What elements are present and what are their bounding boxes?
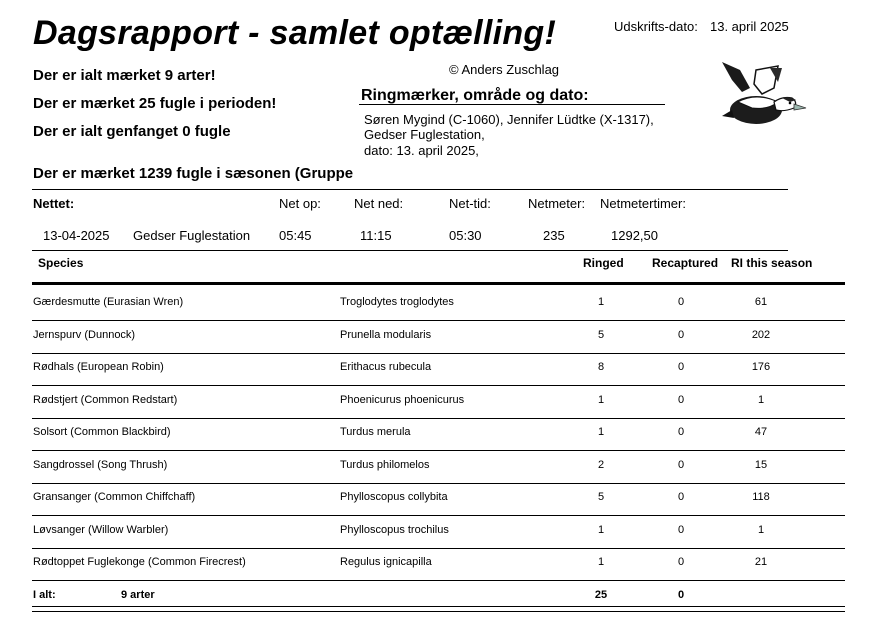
season-total-line: Der er mærket 1239 fugle i sæsonen (Gruppe xyxy=(33,165,354,182)
recaptured-count: 0 xyxy=(677,458,685,471)
recaptured-count: 0 xyxy=(677,491,685,503)
species-latin: Phylloscopus trochilus xyxy=(340,523,449,536)
recaptured-count: 0 xyxy=(677,426,685,438)
species-latin: Turdus philomelos xyxy=(340,458,430,471)
total-ringed: 25 xyxy=(594,588,608,601)
ringed-count: 1 xyxy=(597,393,605,406)
total-double-rule xyxy=(32,611,845,612)
season-count: 118 xyxy=(752,491,770,503)
species-latin: Phoenicurus phoenicurus xyxy=(340,393,465,406)
recaptured-line: Der er ialt genfanget 0 fugle xyxy=(33,123,231,140)
total-recaptured: 0 xyxy=(677,588,685,601)
net-date: 13-04-2025 xyxy=(43,228,110,243)
net-meter-hours-value: 1292,50 xyxy=(611,228,658,243)
species-name: Jernspurv (Dunnock) xyxy=(33,328,136,341)
species-name: Løvsanger (Willow Warbler) xyxy=(33,523,169,536)
recaptured-count: 0 xyxy=(677,296,685,308)
ringed-count: 1 xyxy=(597,523,605,536)
season-count: 21 xyxy=(754,556,768,568)
row-divider xyxy=(32,320,845,321)
net-header-meter-hours: Netmetertimer: xyxy=(600,196,686,211)
row-divider xyxy=(32,385,845,386)
row-divider xyxy=(32,580,845,581)
species-latin: Regulus ignicapilla xyxy=(340,556,432,568)
recaptured-count: 0 xyxy=(677,361,685,373)
species-name: Gærdesmutte (Eurasian Wren) xyxy=(33,296,184,308)
ringed-count: 1 xyxy=(597,296,605,308)
column-header-ringed: Ringed xyxy=(583,256,624,270)
season-count: 15 xyxy=(754,458,768,471)
species-name: Rødhals (European Robin) xyxy=(33,361,164,373)
birds-ringed-line: Der er mærket 25 fugle i perioden! xyxy=(33,95,277,112)
ringed-count: 5 xyxy=(597,328,605,341)
divider xyxy=(32,250,788,251)
row-divider xyxy=(32,548,845,549)
recaptured-count: 0 xyxy=(677,393,685,406)
ringed-count: 2 xyxy=(597,458,605,471)
table-header-rule xyxy=(32,282,845,285)
total-species: 9 arter xyxy=(121,588,155,601)
row-divider xyxy=(32,450,845,451)
report-title: Dagsrapport - samlet optælling! xyxy=(33,14,557,52)
net-meter-value: 235 xyxy=(543,228,565,243)
ringers-date: dato: 13. april 2025, xyxy=(364,143,479,158)
species-latin: Erithacus rubecula xyxy=(340,361,432,373)
ringed-count: 1 xyxy=(597,556,605,568)
row-divider xyxy=(32,418,845,419)
print-date-value: 13. april 2025 xyxy=(710,19,789,34)
ringed-count: 5 xyxy=(597,491,605,503)
net-header-up: Net op: xyxy=(279,196,321,211)
species-count-line: Der er ialt mærket 9 arter! xyxy=(33,67,216,84)
species-name: Sangdrossel (Song Thrush) xyxy=(33,458,168,471)
row-divider xyxy=(32,353,845,354)
recaptured-count: 0 xyxy=(677,523,685,536)
net-header-nets: Nettet: xyxy=(33,196,75,211)
ringers-underline xyxy=(359,104,665,105)
net-header-down: Net ned: xyxy=(354,196,404,211)
species-latin: Troglodytes troglodytes xyxy=(340,296,454,308)
net-up-value: 05:45 xyxy=(279,228,312,243)
recaptured-count: 0 xyxy=(677,556,685,568)
total-double-rule xyxy=(32,606,845,607)
season-count: 202 xyxy=(751,328,771,341)
net-down-value: 11:15 xyxy=(360,228,392,243)
column-header-recaptured: Recaptured xyxy=(652,256,719,270)
ringed-count: 8 xyxy=(597,361,605,373)
ringers-site: Gedser Fuglestation, xyxy=(364,127,485,142)
species-name: Rødtoppet Fuglekonge (Common Firecrest) xyxy=(33,556,246,568)
ringers-heading: Ringmærker, område og dato: xyxy=(361,87,589,104)
species-name: Gransanger (Common Chiffchaff) xyxy=(33,491,196,503)
total-label: I alt: xyxy=(33,588,56,601)
season-count: 176 xyxy=(751,361,771,373)
copyright-notice: © Anders Zuschlag xyxy=(449,62,560,77)
species-name: Solsort (Common Blackbird) xyxy=(33,426,171,438)
species-latin: Turdus merula xyxy=(340,426,411,438)
season-count: 61 xyxy=(754,296,768,308)
species-name: Rødstjert (Common Redstart) xyxy=(33,393,178,406)
season-count: 1 xyxy=(757,393,765,406)
season-count: 1 xyxy=(757,523,765,536)
species-latin: Prunella modularis xyxy=(340,328,432,341)
print-date-label: Udskrifts-dato: xyxy=(614,19,698,34)
net-header-time: Net-tid: xyxy=(449,196,491,211)
net-time-value: 05:30 xyxy=(449,228,482,243)
species-latin: Phylloscopus collybita xyxy=(340,491,448,503)
eider-duck-icon xyxy=(712,58,810,130)
divider xyxy=(32,189,788,190)
net-site: Gedser Fuglestation xyxy=(133,228,251,243)
ringers-names: Søren Mygind (C-1060), Jennifer Lüdtke (X-1317), xyxy=(364,112,654,127)
row-divider xyxy=(32,515,845,516)
season-count: 47 xyxy=(754,426,768,438)
column-header-season: RI this season xyxy=(731,256,813,270)
ringed-count: 1 xyxy=(597,426,605,438)
net-header-meter: Netmeter: xyxy=(528,196,586,211)
recaptured-count: 0 xyxy=(677,328,685,341)
row-divider xyxy=(32,483,845,484)
column-header-species: Species xyxy=(38,256,84,270)
